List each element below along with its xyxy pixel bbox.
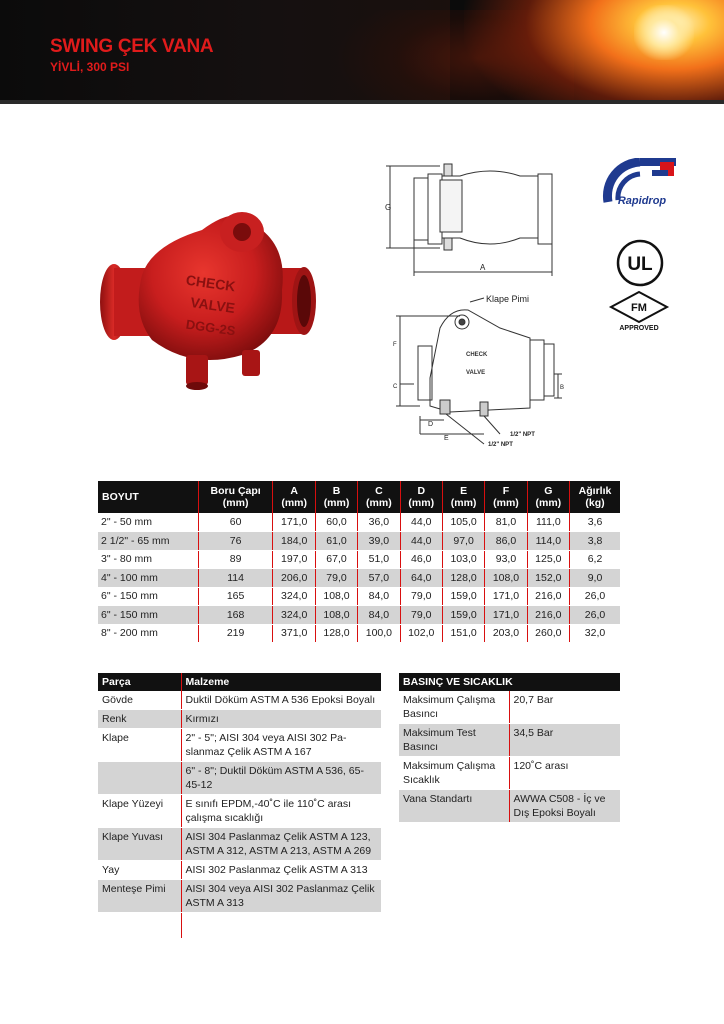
materials-header-part: Parça: [98, 673, 181, 691]
header-label: D: [417, 485, 426, 497]
table-cell: 2" - 50 mm: [98, 513, 198, 532]
fm-approved-text: APPROVED: [619, 325, 659, 332]
table-cell: 39,0: [358, 532, 400, 551]
table-cell: 108,0: [485, 569, 527, 588]
page-title: SWING ÇEK VANA: [50, 36, 214, 57]
dim-label-e: E: [444, 435, 449, 442]
part-name: [98, 762, 181, 795]
table-cell: 171,0: [485, 606, 527, 625]
table-cell: 60: [198, 513, 273, 532]
page-header: [0, 0, 724, 104]
parameter-value: 120˚C arası: [509, 757, 620, 790]
table-cell: 3,8: [570, 532, 621, 551]
table-row: [98, 691, 381, 710]
table-cell: 159,0: [442, 587, 484, 606]
part-name: Yay: [98, 861, 181, 880]
part-name: Klape Yuvası: [98, 828, 181, 861]
table-row: [98, 729, 381, 762]
header-unit: (mm): [450, 497, 477, 509]
dimensions-header-cell: [98, 481, 198, 513]
table-cell: 79,0: [400, 606, 442, 625]
parameter-value: AWWA C508 - İç ve Dış Epoksi Boyalı: [509, 790, 620, 823]
valve-photo: [92, 190, 332, 410]
table-cell: 64,0: [400, 569, 442, 588]
header-divider: [0, 100, 724, 104]
table-row: [98, 569, 620, 588]
part-name: Klape Yüzeyi: [98, 795, 181, 828]
table-cell: 9,0: [570, 569, 621, 588]
table-row: [98, 532, 620, 551]
table-cell: 114: [198, 569, 273, 588]
pressure-temperature-table: [399, 673, 620, 823]
header-label: G: [544, 485, 553, 497]
cast-text-model: DGG-2S: [184, 316, 237, 339]
material-spec: Kırmızı: [181, 710, 381, 729]
table-row: [98, 880, 381, 913]
header-unit: (mm): [323, 497, 350, 509]
table-cell: 60,0: [315, 513, 357, 532]
table-row: [98, 587, 620, 606]
table-cell: 128,0: [315, 624, 357, 643]
dimensions-header-cell: [485, 481, 527, 513]
material-spec: AISI 304 veya AISI 302 Paslanmaz Çelik ASTM A 313: [181, 880, 381, 913]
table-cell: 108,0: [315, 606, 357, 625]
table-cell: 100,0: [358, 624, 400, 643]
material-spec: AISI 302 Paslanmaz Çelik ASTM A 313: [181, 861, 381, 880]
table-cell: 184,0: [273, 532, 315, 551]
table-cell: 89: [198, 550, 273, 569]
table-cell: 159,0: [442, 606, 484, 625]
table-cell: 79,0: [400, 587, 442, 606]
table-row: [399, 790, 620, 823]
table-row-empty: [98, 913, 381, 939]
dim-label-g: G: [385, 203, 392, 212]
table-cell: 36,0: [358, 513, 400, 532]
table-row: [399, 757, 620, 790]
ul-logo: [615, 238, 665, 288]
table-cell-empty: [98, 913, 181, 939]
material-spec: E sınıfı EPDM,-40˚C ile 110˚C arası çalışma sıcaklığı: [181, 795, 381, 828]
table-cell: 103,0: [442, 550, 484, 569]
dimensions-table: [98, 481, 620, 643]
table-cell: 165: [198, 587, 273, 606]
table-cell: 168: [198, 606, 273, 625]
ul-text: UL: [627, 254, 653, 275]
table-cell: 324,0: [273, 606, 315, 625]
header-fire-core: [634, 5, 694, 60]
top-view-drawing: [380, 158, 570, 280]
table-cell: 260,0: [527, 624, 569, 643]
material-spec: Duktil Döküm ASTM A 536 Epoksi Boyalı: [181, 691, 381, 710]
npt-label-1: 1/2" NPT: [510, 432, 535, 438]
table-cell: 97,0: [442, 532, 484, 551]
table-cell: 67,0: [315, 550, 357, 569]
material-spec: 6" - 8"; Duktil Döküm ASTM A 536, 65-45-12: [181, 762, 381, 795]
side-view-drawing: [380, 288, 570, 448]
header-label: BOYUT: [102, 491, 139, 503]
part-name: Gövde: [98, 691, 181, 710]
dimensions-header-row: [98, 481, 620, 513]
table-cell: 371,0: [273, 624, 315, 643]
table-row: [98, 762, 381, 795]
dim-label-c: C: [393, 384, 398, 390]
parameter-value: 34,5 Bar: [509, 724, 620, 757]
table-cell: 151,0: [442, 624, 484, 643]
table-cell: 3,6: [570, 513, 621, 532]
dimensions-header-cell: [442, 481, 484, 513]
fm-approved-logo: [605, 290, 673, 332]
parameter-name: Vana Standartı: [399, 790, 509, 823]
table-cell: 51,0: [358, 550, 400, 569]
parameter-name: Maksimum Çalışma Basıncı: [399, 691, 509, 724]
header-unit: (mm): [222, 497, 249, 509]
table-cell: 216,0: [527, 587, 569, 606]
header-label: Boru Çapı: [210, 485, 261, 497]
header-label: A: [290, 485, 298, 497]
part-name: Menteşe Pimi: [98, 880, 181, 913]
table-cell: 171,0: [485, 587, 527, 606]
pressure-header: BASINÇ VE SICAKLIK: [399, 673, 620, 691]
header-label: Ağırlık: [578, 485, 612, 497]
table-cell: 216,0: [527, 606, 569, 625]
table-cell: 3" - 80 mm: [98, 550, 198, 569]
table-cell: 171,0: [273, 513, 315, 532]
table-cell: 203,0: [485, 624, 527, 643]
parameter-name: Maksimum Çalışma Sıcaklık: [399, 757, 509, 790]
table-cell: 4" - 100 mm: [98, 569, 198, 588]
materials-table: [98, 673, 381, 939]
table-row: [98, 861, 381, 880]
header-unit: (mm): [408, 497, 435, 509]
header-label: B: [332, 485, 341, 497]
material-spec: AISI 304 Paslanmaz Çelik ASTM A 123, ASTM A 312, ASTM A 213, ASTM A 269: [181, 828, 381, 861]
table-row: [98, 795, 381, 828]
header-unit: (mm): [366, 497, 392, 509]
dim-label-a: A: [480, 263, 486, 272]
table-cell: 105,0: [442, 513, 484, 532]
table-cell: 44,0: [400, 513, 442, 532]
table-cell: 86,0: [485, 532, 527, 551]
table-row: [399, 691, 620, 724]
table-cell: 125,0: [527, 550, 569, 569]
dim-label-d: D: [428, 421, 434, 428]
dimensions-header-cell: [198, 481, 273, 513]
table-cell: 32,0: [570, 624, 621, 643]
table-cell: 6" - 150 mm: [98, 606, 198, 625]
table-cell: 84,0: [358, 587, 400, 606]
fm-text: FM: [631, 302, 647, 314]
header-unit: (mm): [535, 497, 562, 509]
body-text-check: CHECK: [466, 352, 488, 358]
table-cell: 128,0: [442, 569, 484, 588]
rapidrop-logo: [600, 158, 680, 234]
dim-label-f: F: [393, 342, 397, 348]
table-cell: 26,0: [570, 606, 621, 625]
table-cell: 76: [198, 532, 273, 551]
parameter-name: Maksimum Test Basıncı: [399, 724, 509, 757]
materials-header-row: [98, 673, 381, 691]
table-cell: 152,0: [527, 569, 569, 588]
table-row: [98, 606, 620, 625]
header-unit: (mm): [281, 497, 307, 509]
table-cell: 93,0: [485, 550, 527, 569]
table-row: [98, 828, 381, 861]
header-label: E: [460, 485, 468, 497]
dimensions-header-cell: [400, 481, 442, 513]
part-name: Klape: [98, 729, 181, 762]
table-cell: 197,0: [273, 550, 315, 569]
table-cell: 46,0: [400, 550, 442, 569]
table-row: [98, 624, 620, 643]
table-cell: 206,0: [273, 569, 315, 588]
table-cell: 81,0: [485, 513, 527, 532]
npt-label-2: 1/2" NPT: [488, 442, 513, 448]
table-row: [98, 710, 381, 729]
page-subtitle: YİVLİ, 300 PSI: [50, 60, 130, 74]
table-row: [98, 513, 620, 532]
table-cell: 44,0: [400, 532, 442, 551]
klape-pimi-label: Klape Pimi: [486, 294, 530, 304]
dimensions-header-cell: [315, 481, 357, 513]
table-cell: 79,0: [315, 569, 357, 588]
table-cell: 102,0: [400, 624, 442, 643]
material-spec: 2" - 5"; AISI 304 veya AISI 302 Pa-slanmaz Çelik ASTM A 167: [181, 729, 381, 762]
part-name: Renk: [98, 710, 181, 729]
table-cell: 219: [198, 624, 273, 643]
table-row: [399, 724, 620, 757]
header-unit: (mm): [493, 497, 519, 509]
cast-text-check: CHECK: [184, 271, 237, 295]
table-cell: 111,0: [527, 513, 569, 532]
table-cell: 57,0: [358, 569, 400, 588]
dimensions-header-cell: [570, 481, 621, 513]
dim-label-b: B: [560, 385, 565, 391]
header-unit: (kg): [585, 497, 605, 509]
rapidrop-wordmark: Rapidrop: [617, 195, 667, 207]
table-cell: 8" - 200 mm: [98, 624, 198, 643]
table-cell: 61,0: [315, 532, 357, 551]
dimensions-header-cell: [527, 481, 569, 513]
dimensions-header-cell: [273, 481, 315, 513]
header-label: C: [375, 485, 383, 497]
dimensions-header-cell: [358, 481, 400, 513]
table-cell: 84,0: [358, 606, 400, 625]
table-cell: 6,2: [570, 550, 621, 569]
table-cell: 114,0: [527, 532, 569, 551]
materials-header-material: Malzeme: [181, 673, 381, 691]
cast-text-valve: VALVE: [189, 294, 236, 317]
table-cell: 6" - 150 mm: [98, 587, 198, 606]
table-cell-empty: [181, 913, 381, 939]
table-cell: 324,0: [273, 587, 315, 606]
table-cell: 108,0: [315, 587, 357, 606]
pressure-header-row: [399, 673, 620, 691]
header-label: F: [502, 485, 510, 497]
table-cell: 26,0: [570, 587, 621, 606]
table-cell: 2 1/2" - 65 mm: [98, 532, 198, 551]
table-row: [98, 550, 620, 569]
body-text-valve: VALVE: [466, 370, 486, 376]
parameter-value: 20,7 Bar: [509, 691, 620, 724]
